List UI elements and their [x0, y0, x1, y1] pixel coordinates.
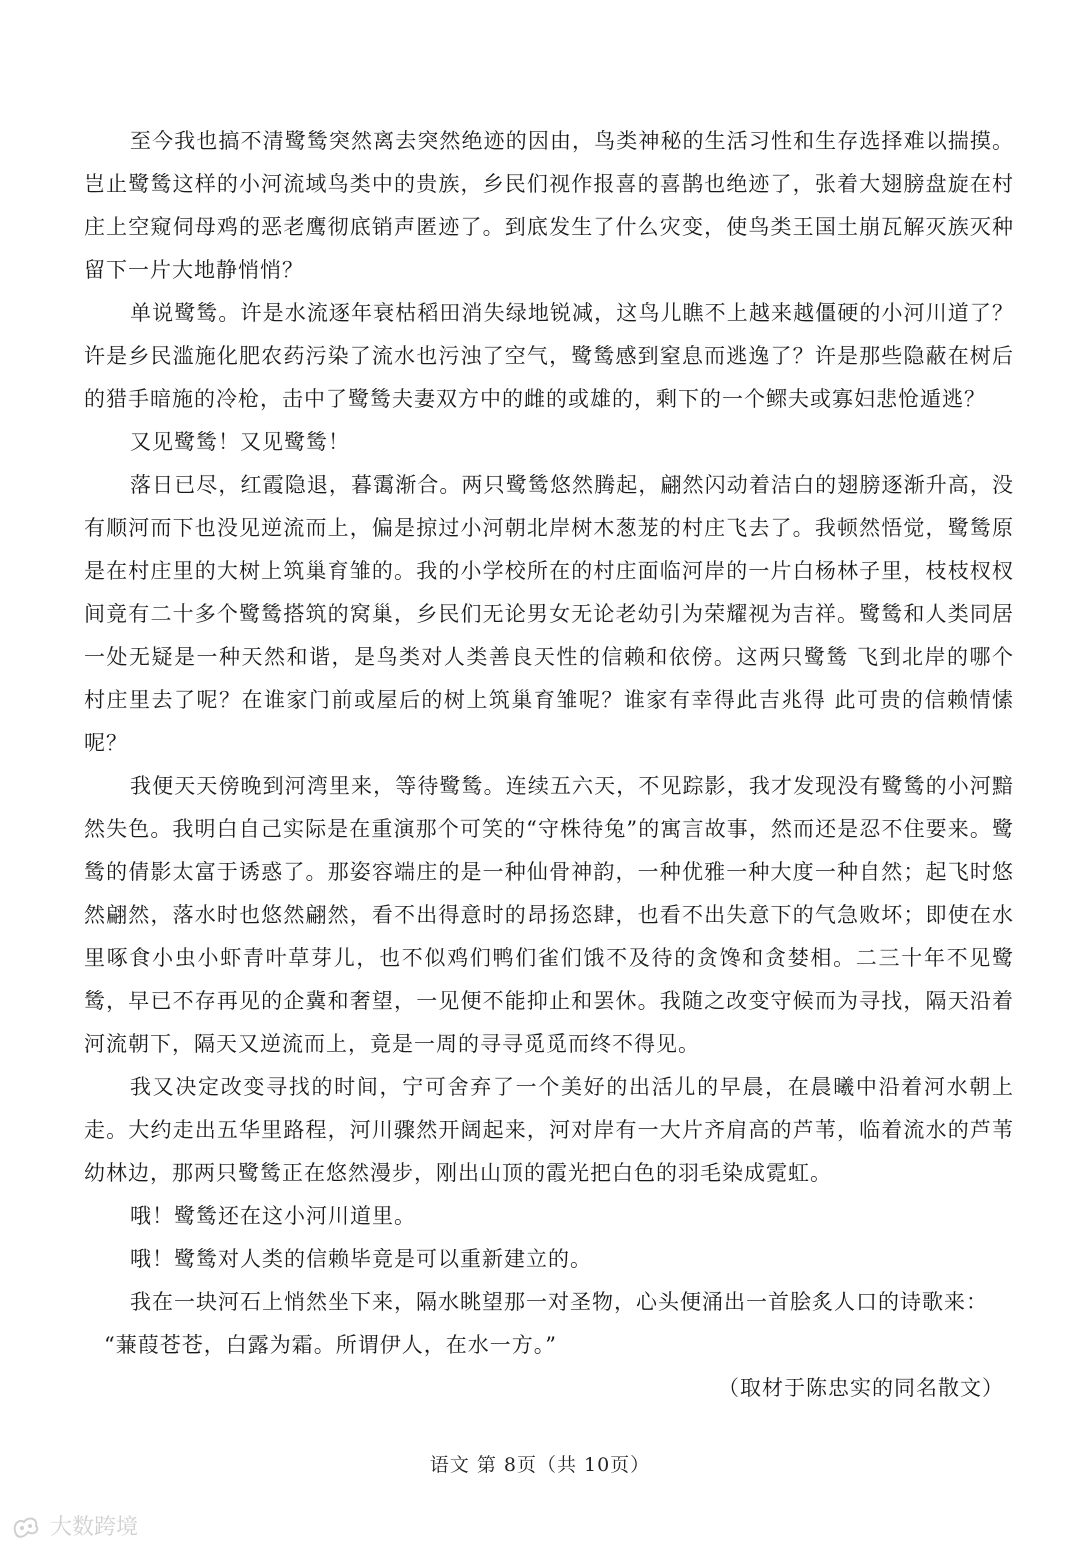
essay-body	[84, 120, 1014, 1410]
paragraph-4: 落日已尽，红霞隐退，暮霭渐合。两只鹭鸶悠然腾起，翩然闪动着洁白的翅膀逐渐升高，没有顺河而下也没见逆流而上，偏是掠过小河朝北岸树木葱茏的村庄飞去了。我顿然悟觉，鹭鸶原是在村庄里的大树上筑巢育雏的。我的小学校所在的村庄面临河岸的一片白杨林子里，枝枝杈杈间竟有二十多个鹭鸶搭筑的窝巢，乡民们无论男女无论老幼引为荣耀视为吉祥。鹭鸶和人类同居一处无疑是一种天然和谐，是鸟类对人类善良天性的信赖和依傍。这两只鹭鸶 飞到北岸的哪个村庄里去了呢？在谁家门前或屋后的树上筑巢育雏呢？谁家有幸得此吉兆得 此可贵的信赖情愫呢？	[84, 473, 1014, 755]
paragraph-2: 单说鹭鸶。许是水流逐年衰枯稻田消失绿地锐减，这鸟儿瞧不上越来越僵硬的小河川道了？许是乡民滥施化肥农药污染了流水也污浊了空气，鹭鸶感到窒息而逃逸了？许是那些隐蔽在树后的猎手暗施的冷枪，击中了鹭鸶夫妻双方中的雌的或雄的，剩下的一个鳏夫或寡妇悲怆遁逃？	[84, 301, 1014, 411]
watermark	[10, 1510, 138, 1541]
paragraph-5: 我便天天傍晚到河湾里来，等待鹭鸶。连续五六天，不见踪影，我才发现没有鹭鸶的小河黯 然失色。我明白自己实际是在重演那个可笑的“守株待兔”的寓言故事，然而还是忍不住要来。鹭鸶的倩影太富于诱惑了。那姿容端庄的是一种仙骨神韵，一种优雅一种大度一种自然；起飞时悠然翩然，落水时也悠然翩然，看不出得意时的昂扬恣肆，也看不出失意下的气急败坏；即使在水里啄食小虫小虾青叶草芽儿，也不似鸡们鸭们雀们饿不及待的贪馋和贪婪相。二三十年不见鹭鸶，早已不存再见的企冀和奢望，一见便不能抑止和罢休。我随之改变守候而为寻找，隔天沿着河流朝下，隔天又逆流而上，竟是一周的寻寻觅觅而终不得见。	[84, 774, 1014, 1056]
paragraph-8: 哦！鹭鸶对人类的信赖毕竟是可以重新建立的。	[130, 1247, 592, 1271]
paragraph-3: 又见鹭鸶！又见鹭鸶！	[130, 430, 350, 454]
source-citation: （取材于陈忠实的同名散文）	[718, 1376, 1004, 1400]
poem-quote: “蒹葭苍苍，白露为霜。所谓伊人，在水一方。”	[104, 1333, 557, 1357]
page-footer: 语文 第 8页（共 10页）	[429, 1454, 651, 1476]
paragraph-1: 至今我也搞不清鹭鸶突然离去突然绝迹的因由，鸟类神秘的生活习性和生存选择难以揣摸。岂止鹭鸶这样的小河流域鸟类中的贵族，乡民们视作报喜的喜鹊也绝迹了，张着大翅膀盘旋在村庄上空窥伺母鸡的恶老鹰彻底销声匿迹了。到底发生了什么灾变，使鸟类王国土崩瓦解灭族灭种留下一片大地静悄悄？	[84, 129, 1014, 282]
paragraph-7: 哦！鹭鸶还在这小河川道里。	[130, 1204, 416, 1228]
logo-icon	[10, 1512, 44, 1540]
paragraph-9: 我在一块河石上悄然坐下来，隔水眺望那一对圣物，心头便涌出一首脍炙人口的诗歌来：	[130, 1290, 988, 1314]
paragraph-6: 我又决定改变寻找的时间，宁可舍弃了一个美好的出活儿的早晨，在晨曦中沿着河水朝上走。大约走出五华里路程，河川骤然开阔起来，河对岸有一大片齐肩高的芦苇，临着流水的芦苇幼林边，那两只鹭鸶正在悠然漫步，刚出山顶的霞光把白色的羽毛染成霓虹。	[84, 1075, 1014, 1185]
watermark-text: 大数跨境	[50, 1515, 139, 1540]
